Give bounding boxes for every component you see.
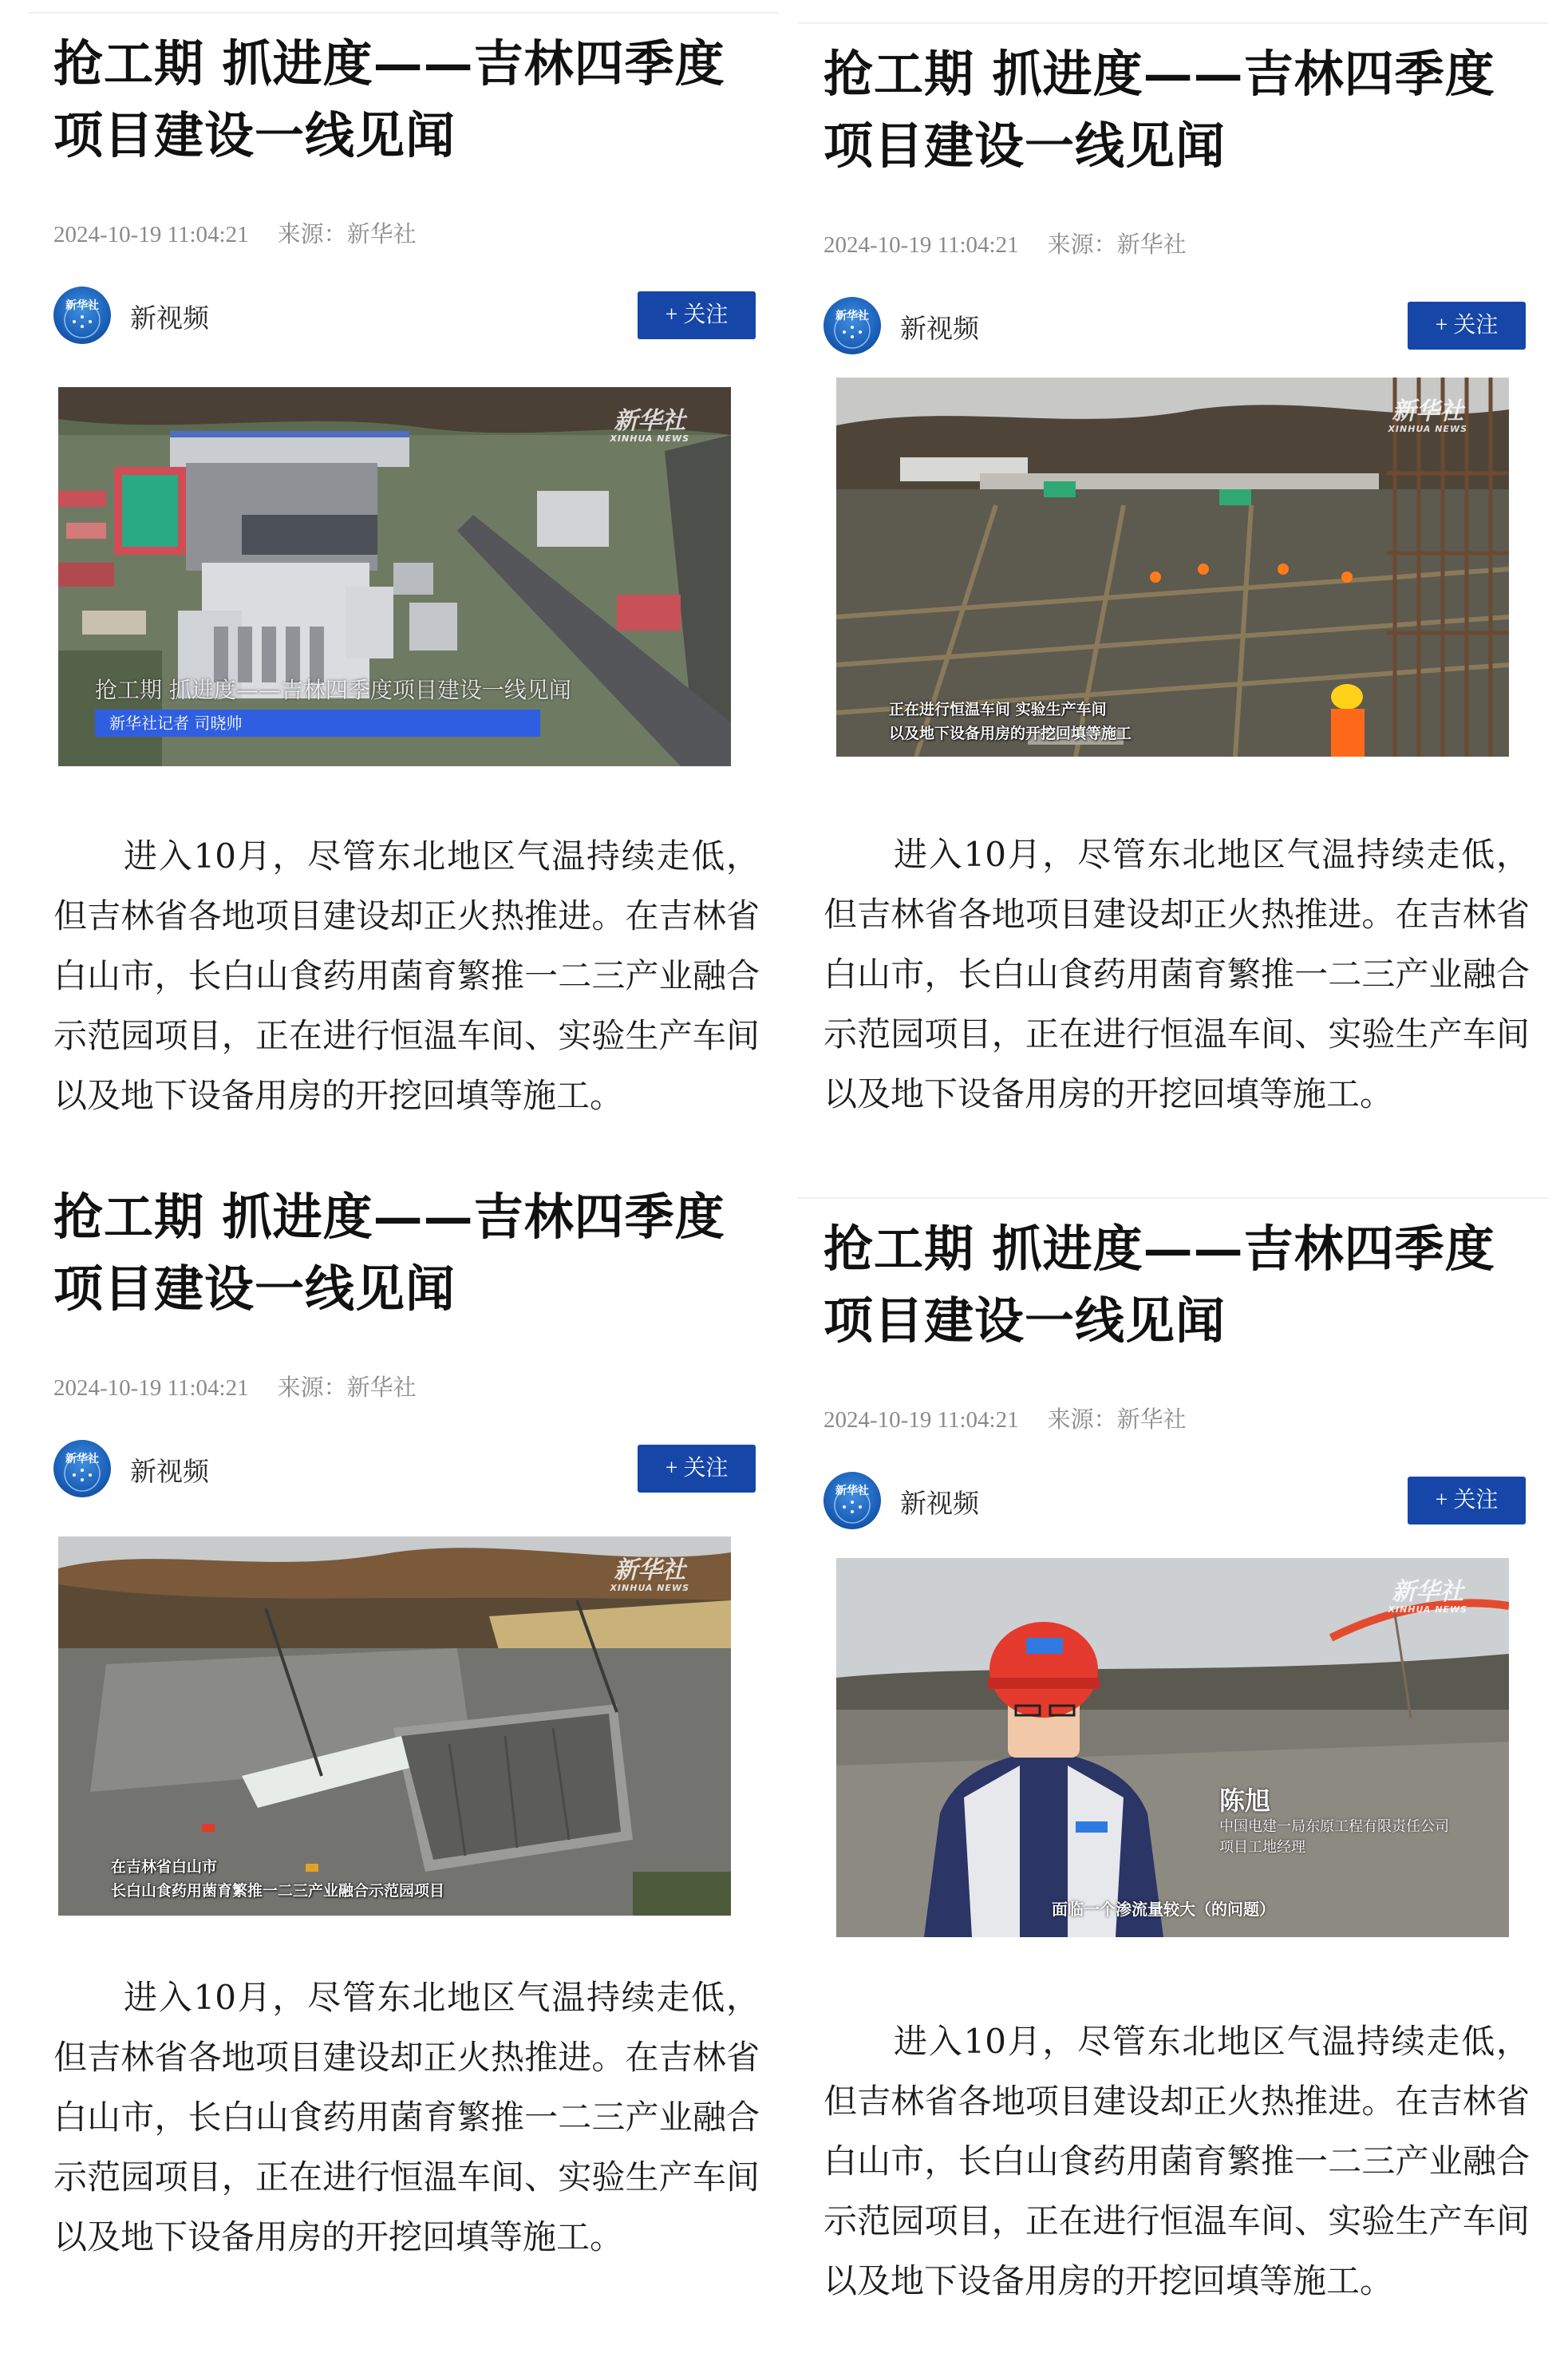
follow-button[interactable]: + 关注	[1408, 302, 1526, 350]
author-name[interactable]: 新视频	[900, 1488, 979, 1519]
xinhua-avatar-icon[interactable]	[823, 297, 881, 354]
article-meta	[53, 1370, 417, 1402]
title-line-2: 项目建设一线见闻	[53, 106, 456, 164]
title-line-2: 项目建设一线见闻	[823, 1291, 1226, 1350]
person-lower-third	[1219, 1785, 1449, 1858]
author-row	[823, 1469, 1526, 1532]
author-name[interactable]: 新视频	[900, 313, 979, 344]
title-line-1: 抢工期 抓进度——吉林四季度	[53, 34, 725, 93]
source-label: 来源：新华社	[1047, 1407, 1187, 1433]
author-row	[53, 283, 756, 347]
follow-button[interactable]: + 关注	[1408, 1477, 1526, 1525]
svg-text:新华社: 新华社	[835, 310, 869, 322]
article-meta	[823, 1402, 1187, 1434]
xinhua-avatar-icon[interactable]	[53, 1440, 111, 1497]
video-player[interactable]	[836, 378, 1509, 757]
article-card-2	[798, 22, 1548, 1144]
title-line-1: 抢工期 抓进度——吉林四季度	[823, 1220, 1495, 1278]
xinhua-watermark: 新华社 XINHUA NEWS	[1388, 1578, 1467, 1615]
title-line-2: 项目建设一线见闻	[823, 117, 1226, 175]
author-row	[53, 1437, 756, 1501]
video-caption: 正在进行恒温车间 实验生产车间 以及地下设备用房的开挖回填等施工	[889, 701, 1132, 742]
source-label: 来源：新华社	[1047, 232, 1187, 258]
xinhua-watermark: 新华社 XINHUA NEWS	[610, 1556, 689, 1593]
author-row	[823, 294, 1526, 358]
video-player[interactable]	[58, 387, 731, 766]
title-line-1: 抢工期 抓进度——吉林四季度	[823, 45, 1495, 103]
person-name: 陈旭	[1219, 1786, 1271, 1816]
title-line-2: 项目建设一线见闻	[53, 1260, 456, 1318]
article-title	[53, 1181, 756, 1325]
xinhua-avatar-icon[interactable]	[823, 1472, 881, 1529]
article-title	[823, 38, 1526, 182]
xinhua-watermark: 新华社 XINHUA NEWS	[1388, 397, 1467, 434]
video-subtitle: 面临一个渗流量较大（的问题）	[1052, 1900, 1275, 1919]
title-line-1: 抢工期 抓进度——吉林四季度	[53, 1188, 725, 1246]
article-body: 进入10月，尽管东北地区气温持续走低，但吉林省各地项目建设却正火热推进。在吉林省白山市，长白山食药用菌育繁推一二三产业融合示范园项目，正在进行恒温车间、实验生产车间以及地下设备用房的开挖回填等施工。	[823, 835, 1530, 1113]
article-body: 进入10月，尽管东北地区气温持续走低，但吉林省各地项目建设却正火热推进。在吉林省白山市，长白山食药用菌育繁推一二三产业融合示范园项目，正在进行恒温车间、实验生产车间以及地下设备用房的开挖回填等施工。	[53, 1978, 760, 2256]
author-name[interactable]: 新视频	[130, 1456, 209, 1487]
source-label: 来源：新华社	[277, 1375, 417, 1401]
xinhua-avatar-icon[interactable]	[53, 287, 111, 344]
publish-datetime: 2024-10-19 11:04:21	[823, 1407, 1019, 1433]
article-body: 进入10月，尽管东北地区气温持续走低，但吉林省各地项目建设却正火热推进。在吉林省白山市，长白山食药用菌育繁推一二三产业融合示范园项目，正在进行恒温车间、实验生产车间以及地下设备用房的开挖回填等施工。	[53, 836, 760, 1115]
divider	[28, 12, 778, 14]
video-caption: 在吉林省白山市 长白山食药用菌育繁推一二三产业融合示范园项目	[111, 1858, 445, 1900]
person-title-line-2: 项目工地经理	[1219, 1839, 1305, 1856]
follow-button[interactable]: + 关注	[638, 291, 756, 339]
video-player[interactable]	[58, 1536, 731, 1916]
divider	[798, 1197, 1548, 1199]
svg-text:新华社: 新华社	[65, 1453, 99, 1465]
publish-datetime: 2024-10-19 11:04:21	[823, 232, 1019, 258]
xinhua-watermark: 新华社 XINHUA NEWS	[610, 407, 689, 444]
article-meta	[823, 227, 1187, 259]
video-overlay-title: 抢工期 抓进度——吉林四季度项目建设一线见闻	[95, 677, 571, 703]
article-card-3	[28, 1165, 778, 2353]
article-title	[53, 28, 756, 172]
article-meta	[53, 216, 417, 249]
publish-datetime: 2024-10-19 11:04:21	[53, 1375, 249, 1401]
video-player[interactable]	[836, 1558, 1509, 1937]
svg-text:新华社: 新华社	[65, 299, 99, 312]
article-title	[823, 1213, 1526, 1357]
article-card-1	[28, 12, 778, 1144]
publish-datetime: 2024-10-19 11:04:21	[53, 222, 249, 247]
reporter-bar: 新华社记者 司晓帅	[95, 710, 540, 737]
svg-text:新华社: 新华社	[835, 1485, 869, 1497]
article-body: 进入10月，尽管东北地区气温持续走低，但吉林省各地项目建设却正火热推进。在吉林省白山市，长白山食药用菌育繁推一二三产业融合示范园项目，正在进行恒温车间、实验生产车间以及地下设备用房的开挖回填等施工。	[823, 2022, 1530, 2300]
person-title-line-1: 中国电建一局东原工程有限责任公司	[1219, 1818, 1449, 1835]
author-name[interactable]: 新视频	[130, 303, 209, 334]
article-card-4	[798, 1197, 1548, 2353]
divider	[798, 22, 1548, 24]
follow-button[interactable]: + 关注	[638, 1445, 756, 1493]
source-label: 来源：新华社	[277, 222, 417, 247]
